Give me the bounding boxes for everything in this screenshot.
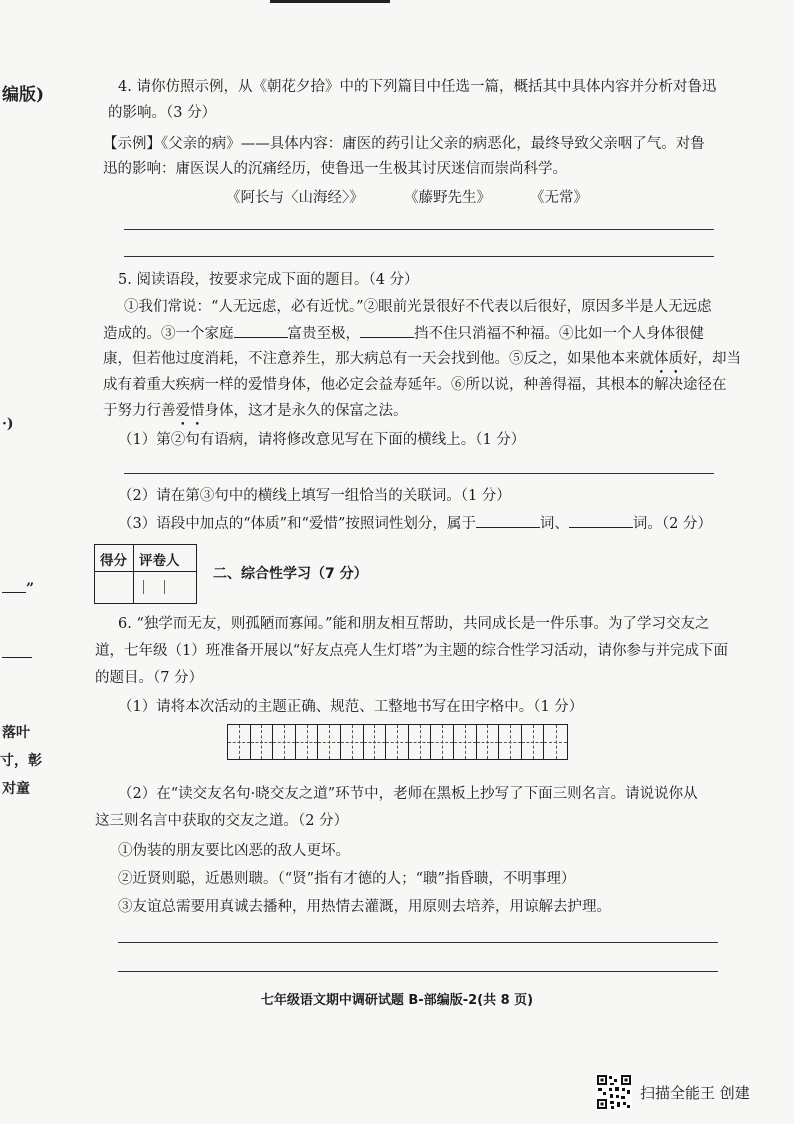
q6-prompt-line2: 道，七年级（1）班准备开展以“好友点亮人生灯塔”为主题的综合性学习活动，请你参与并完成下面 (95, 643, 729, 659)
q5-passage-line5: 于努力行善爱惜身体，这才是永久的保富之法。 (103, 403, 408, 419)
q5-sub3-blank-2[interactable] (569, 513, 633, 528)
score-label: 得分 (100, 553, 127, 569)
tian-cell[interactable] (251, 725, 274, 759)
top-edge-mark (270, 0, 390, 3)
dotted-char-ti: 体 (654, 351, 669, 367)
tian-cell[interactable] (409, 725, 432, 759)
q4-option-3: 《无常》 (530, 190, 588, 206)
q6-prompt-line3: 的题目。（7 分） (95, 670, 204, 686)
q6-quote-3: ③友谊总需要用真诚去播种，用热情去灌溉，用原则去培养，用谅解去护理。 (118, 899, 611, 915)
tian-cell[interactable] (544, 725, 567, 759)
tian-cell[interactable] (431, 725, 454, 759)
q6-prompt-line1: 6. “独学而无友，则孤陋而寡闻。”能和朋友相互帮助，共同成长是一件乐事。为了学习交友之 (118, 616, 710, 632)
q4-option-2: 《藤野先生》 (404, 190, 491, 206)
section2-title: 二、综合性学习（7 分） (213, 566, 368, 582)
margin-top-label: 编版) (2, 85, 45, 105)
tian-cell[interactable] (318, 725, 341, 759)
q6-quote-2: ②近贤则聪，近愚则聩。（“贤”指有才德的人；“聩”指昏聩，不明事理） (118, 871, 576, 887)
tian-cell[interactable] (296, 725, 319, 759)
tian-cell[interactable] (522, 725, 545, 759)
scanner-brand: 扫描全能王 创建 (640, 1084, 750, 1102)
margin-frag-3: 对童 (2, 781, 30, 797)
tian-cell[interactable] (454, 725, 477, 759)
q5-sub1-answer-line[interactable] (124, 473, 714, 474)
q4-prompt-line1: 4. 请你仿照示例，从《朝花夕拾》中的下列篇目中任选一篇，概括其中具体内容并分析对鲁迅 (118, 79, 717, 95)
q4-example-line1: 【示例】《父亲的病》——具体内容：庸医的药引让父亲的病恶化，最终导致父亲咽了气。对鲁 (103, 136, 705, 152)
q6-answer-line-1[interactable] (118, 942, 718, 943)
tian-cell[interactable] (386, 725, 409, 759)
qr-code-icon (596, 1074, 632, 1110)
q5-blank-2[interactable] (360, 323, 414, 338)
q4-answer-line-1[interactable] (124, 229, 714, 230)
score-table (94, 544, 197, 604)
q5-sub3: （3）语段中加点的“体质”和“爱惜”按照词性划分，属于 词、 词。（2 分） (118, 513, 712, 534)
q5-sub1: （1）第②句有语病，请将修改意见写在下面的横线上。（1 分） (118, 432, 526, 448)
q6-sub1: （1）请将本次活动的主题正确、规范、工整地书写在田字格中。（1 分） (118, 699, 584, 715)
margin-frag-2: 寸，彰 (0, 753, 42, 769)
grader-label: 评卷人 (139, 553, 180, 569)
tian-cell[interactable] (477, 725, 500, 759)
q4-option-1: 《阿长与〈山海经〉》 (226, 190, 364, 206)
margin-paren: ·) (2, 416, 14, 432)
q4-answer-line-2[interactable] (124, 256, 714, 257)
q5-sub3-blank-1[interactable] (476, 513, 540, 528)
tian-cell[interactable] (341, 725, 364, 759)
q6-answer-line-2[interactable] (118, 971, 718, 972)
margin-frag-1: 落叶 (2, 725, 30, 741)
q4-example-line2: 迅的影响：庸医误人的沉痛经历，使鲁迅一生极其讨厌迷信而崇尚科学。 (103, 161, 567, 177)
dotted-char-zhi: 质 (668, 351, 683, 367)
tian-cell[interactable] (228, 725, 251, 759)
tian-cell[interactable] (273, 725, 296, 759)
dotted-char-ai: 爱 (175, 403, 190, 419)
q5-passage-line4: 成有着重大疾病一样的爱惜身体，他必定会益寿延年。⑥所以说，种善得福，其根本的解决途径在 (103, 377, 727, 393)
q6-sub2-line2: 这三则名言中获取的交友之道。（2 分） (95, 813, 349, 829)
q5-passage-line2: 造成的。③一个家庭 富贵至极， 挡不住只消福不种福。④比如一个人身体很健 (103, 323, 704, 344)
dotted-char-xi: 惜 (190, 403, 205, 419)
tian-grid[interactable] (227, 724, 568, 760)
q6-sub2-line1: （2）在“读交友名句·晓交友之道”环节中，老师在黑板上抄写了下面三则名言。请说说你从 (118, 786, 698, 802)
q4-prompt-line2: 的影响。（3 分） (108, 105, 217, 121)
q5-passage-line1: ①我们常说：“人无远虑，必有近忧。”②眼前光景很好不代表以后很好，原因多半是人无远虑 (124, 299, 712, 315)
q5-blank-1[interactable] (234, 323, 288, 338)
q6-quote-1: ①伪装的朋友要比凶恶的敌人更坏。 (118, 843, 350, 859)
q5-sub2: （2）请在第③句中的横线上填写一组恰当的关联词。（1 分） (118, 488, 511, 504)
score-table-divider (133, 545, 134, 603)
page-footer: 七年级语文期中调研试题 B-部编版-2(共 8 页) (260, 993, 534, 1008)
q5-title: 5. 阅读语段，按要求完成下面的题目。（4 分） (118, 272, 419, 288)
margin-blank-line (2, 646, 32, 662)
grader-stamp-box (143, 580, 165, 594)
tian-cell[interactable] (364, 725, 387, 759)
margin-quote-line: ” (2, 581, 34, 597)
tian-cell[interactable] (499, 725, 522, 759)
q5-passage-line3: 康，但若他过度消耗，不注意养生，那大病总有一天会找到他。⑤反之，如果他本来就体质好，却当 (103, 351, 741, 367)
